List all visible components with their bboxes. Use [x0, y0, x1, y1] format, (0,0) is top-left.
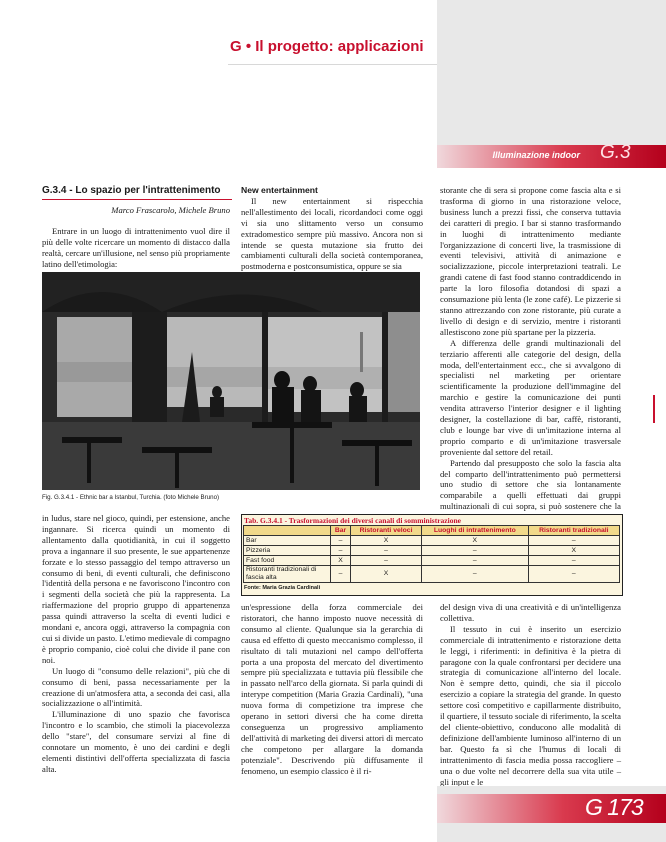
table-header-cell: Ristoranti veloci: [351, 526, 422, 536]
distribution-table: [243, 525, 620, 583]
header-band: [0, 0, 437, 67]
column-3-lower: [440, 602, 621, 787]
article-authors: Marco Frascarolo, Michele Bruno: [111, 205, 230, 215]
article-heading: G.3.4 - Lo spazio per l'intrattenimento: [42, 185, 221, 196]
table-cell: –: [351, 556, 422, 566]
margin-marker: [653, 395, 655, 423]
paragraph: in ludus, stare nel gioco, quindi, per estensione, anche ingannare. Si ricerca quindi un momento di allentamento dalla quotidianità, in cui il soggetto prova a ingannare il suo presente, le sue appartenenze forzate e lo stesso passaggio del tempo attraverso un consumo di beni, di eventi culturali, che definiscono l'identità della persona e ne favoriscono l'incontro con i segmenti della società che più la rappresenta. La riaffermazione del proprio gruppo di appartenenza passa quindi attraverso la scelta di eventi ludici e mondani e, ancora oggi, attraverso la compagnia con cui si divide un pasto. L'etimo medievale di compagno è proprio companio, cioè colui che divide il pane con noi.: [42, 513, 230, 665]
table-cell: –: [351, 546, 422, 556]
paragraph: Un luogo di "consumo delle relazioni", più che di consumo di beni, passa necessariamente per la creazione di un'atmosfera atta, a seconda dei casi, alla socializzazione o all'intimità.: [42, 665, 230, 709]
paragraph: Partendo dal presupposto che solo la fascia alta del comparto dell'intrattenimento può permettersi uno studio di settore che sia lontanamente comparabile a quelli effettuati dai gruppi multinazionali di cui sopra, si può sostenere che la: [440, 457, 621, 512]
table-cell: –: [422, 546, 529, 556]
table-row: [244, 536, 620, 546]
table-cell: X: [422, 536, 529, 546]
column-1-intro: [42, 226, 230, 270]
column-3-top: [440, 185, 621, 523]
table-header-cell: [244, 526, 331, 536]
heading-rule: [42, 199, 232, 200]
table-cell: –: [331, 566, 351, 583]
table-cell: X: [351, 536, 422, 546]
table-row: [244, 566, 620, 583]
table-header-cell: Ristoranti tradizionali: [528, 526, 619, 536]
table-cell: Pizzeria: [244, 546, 331, 556]
table-header-cell: Bar: [331, 526, 351, 536]
table-cell: –: [422, 556, 529, 566]
table-cell: X: [528, 546, 619, 556]
section-number: G.3: [600, 142, 631, 163]
paragraph: del design viva di una creatività e di un'intelligenza collettiva.: [440, 602, 621, 623]
table-cell: Fast food: [244, 556, 331, 566]
paragraph: Il new entertainment si rispecchia nell'allestimento dei locali, ricordandoci come oggi vi sia uno slittamento verso un consumo extradomestico sempre più massivo. Ancora non si intende se questa mutazione sia frutto dei cambiamenti culturali della società contemporanea, postmoderna e postconsumistica, oppure se sia: [241, 195, 423, 272]
table-header-cell: Luoghi di intrattenimento: [422, 526, 529, 536]
paragraph: storante che di sera si propone come fascia alta e si trasforma di giorno in una ristorazione veloce, business lunch a prezzi fissi, che conserva tuttavia dei caratteri di pregio. I bar si stanno trasformando in luoghi di intrattenimento mediante l'organizzazione di concerti live, la trasmissione di eventi televisivi, attività di animazione e socializzazione, piccole interpretazioni teatrali. Le grandi catene di fast food stanno contraddicendo in parte la loro filosofia dotandosi di spazi a consumazione più lenta (le zone café). Le pizzerie si stanno attrezzando con zone ristorante, più curate a livello di design e di servizio, mentre i ristoranti allestiscono zone più spartane per la pizzeria.: [440, 185, 621, 337]
page-number: G 173: [585, 794, 643, 820]
table-cell: X: [351, 566, 422, 583]
table-cell: Ristoranti tradizionali di fascia alta: [244, 566, 331, 583]
chapter-title: G • Il progetto: applicazioni: [230, 38, 424, 55]
table-cell: Bar: [244, 536, 331, 546]
table-cell: –: [528, 566, 619, 583]
paragraph: un'espressione della forza commerciale dei ristoratori, che hanno imposto nuove necessità di consumo al cliente. Qualunque sia la gerarchia di causa ed effetto di questo meccanismo complesso, il risultato di tali mutazioni nel campo dell'offerta porta a una proposta del mercato del divertimento sempre più specializzata e tuttavia più flessibile che in passato nell'arco della giornata. Si parla quindi di interype competition (Maria Grazia Cardinali), "una nuova forma di competizione tra imprese che operano in settori diversi che ha come diretta conseguenza un progressivo ampliamento dell'attività di marketing dei diversi attori di mercato che competono per allargare la domanda potenziale". Descrivendo più diffusamente il fenomeno, un esempio classico è il ri-: [241, 602, 423, 776]
chapter-rule: [228, 64, 437, 65]
table-title: Tab. G.3.4.1 - Trasformazioni dei diversi canali di somministrazione: [244, 516, 461, 525]
subheading: New entertainment: [241, 185, 318, 195]
side-strip: [437, 0, 666, 145]
table-row: [244, 546, 620, 556]
table-cell: –: [331, 546, 351, 556]
paragraph: L'illuminazione di uno spazio che favorisca l'incontro e lo scambio, che stimoli la piacevolezza dello "stare", del consumare servizi al fine di connotare un momento, è uno dei cardini e degli elementi distintivi dell'offerta specializzata di fascia alta.: [42, 709, 230, 774]
table-cell: –: [331, 536, 351, 546]
column-2-intro: [241, 185, 423, 272]
table-cell: X: [331, 556, 351, 566]
table-cell: –: [528, 556, 619, 566]
section-label: Illuminazione indoor: [492, 150, 580, 160]
table-row: [244, 556, 620, 566]
paragraph: A differenza delle grandi multinazionali del terziario afferenti alle categorie del design, della moda, dell'entertainment ecc., che si avvalgono di specialisti nel marketing per orientare scientificamente la produzione dell'immagine del marchio e gestire la comunicazione dei punti vendita attraverso l'interior designer e il lighting designer, la costellazione di bar, caffè, ristoranti, club e lounge bar vive di un'imitazione interna al proprio comparto e di un'imitazione trasversale proveniente dal settore del retail.: [440, 337, 621, 457]
paragraph: Entrare in un luogo di intrattenimento vuol dire il più delle volte ricercare un momento di distacco dalla realtà, cercare un'illusione, nel senso più propriamente latino dell'etimologia:: [42, 226, 230, 269]
photo-ethnic-bar: [42, 272, 420, 490]
figure-caption: Fig. G.3.4.1 - Ethnic bar a Istanbul, Turchia. (foto Michele Bruno): [42, 494, 220, 501]
photo-illustration: [42, 272, 420, 490]
column-2-lower: [241, 602, 423, 777]
table-header-row: [244, 526, 620, 536]
column-1-lower: [42, 513, 230, 775]
paragraph: Il tessuto in cui è inserito un esercizio commerciale di intrattenimento e ristorazione detta le leggi, i riferimenti: in definitiva è la pietra di paragone con la quale confrontarsi per decidere una strategia di comunicazione all'interno del locale. Non è sempre detto, quindi, che sia il piccolo esercizio a copiare la strategia del grande. In questo settore così competitivo e capillarmente distribuito, il quartiere, il tessuto sociale di riferimento, la scelta del cliente-obiettivo, conducono alle modalità di definizione dell'ambiente luminoso all'interno di un bar. Questo fa sì che l'humus di locali di intrattenimento di fascia media possa raccogliere – una o due volte nel decorrere della sua vita utile – gli input e le: [440, 623, 621, 787]
table-source: Fonte: Maria Grazia Cardinali: [244, 585, 321, 591]
table-cell: –: [422, 566, 529, 583]
table-cell: –: [528, 536, 619, 546]
